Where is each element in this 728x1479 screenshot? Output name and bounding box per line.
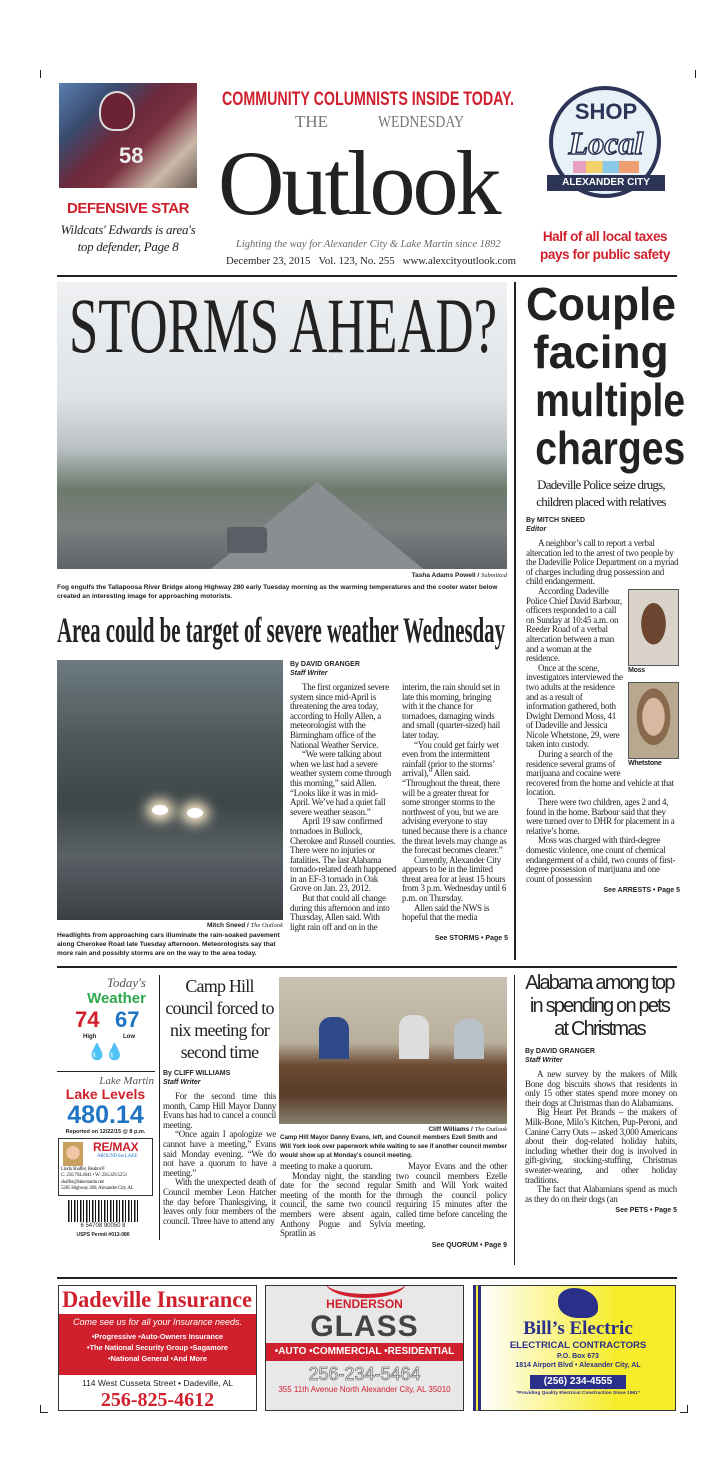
shop-local-logo[interactable] bbox=[545, 86, 667, 206]
camphill-photo-story bbox=[280, 1126, 507, 1249]
storms-ahead-headline: STORMS AHEAD? bbox=[69, 282, 497, 369]
masthead-name: Outlook bbox=[218, 132, 499, 234]
dateline bbox=[226, 255, 523, 268]
paragraph: The first organized severe system since mid-April is threatening the area today, according to Holly Allen, a meteorologist with the Birmingham office of the National Weather Service. bbox=[290, 682, 390, 750]
paragraph: “Once again I apologize we cannot have a meeting,” Evans said Monday evening. “We do not have a quorum to have a meeting.” bbox=[163, 1129, 276, 1178]
defensive-star-text[interactable] bbox=[50, 221, 206, 255]
agent-name: Linda Shaffer, Realtor® bbox=[61, 1166, 105, 1172]
paragraph: Big Heart Pet Brands – the makers of Milk-Bone, Milo’s Kitchen, Pup-Peroni, and Canine Carry Outs -- asked 3,000 Americans about their dog-related holiday habits, including whether their dog is involved in gift-giving, stocking-stuffing, Christmas sweater-wearing, and other holiday traditions. bbox=[525, 1107, 677, 1185]
ad-phone[interactable]: 256-234-5464 bbox=[308, 1364, 421, 1384]
arrests-jump-link[interactable]: See ARRESTS • Page 5 bbox=[603, 887, 680, 895]
ad-pobox: P.O. Box 673 bbox=[557, 1353, 599, 1360]
storms-story bbox=[290, 660, 508, 942]
column-rule bbox=[159, 975, 160, 1240]
lake-sub: Lake Martin bbox=[99, 1075, 154, 1087]
byline-name: By DAVID GRANGER bbox=[290, 661, 360, 668]
remax-ad[interactable] bbox=[58, 1138, 153, 1196]
headline-text: Area could be target of severe weather Wednesday bbox=[57, 610, 506, 650]
bills-electric-ad[interactable] bbox=[473, 1285, 676, 1411]
teaser-text: COMMUNITY COLUMNISTS INSIDE TODAY. bbox=[222, 89, 514, 110]
person bbox=[319, 1017, 349, 1059]
photo-caption: Camp Hill Mayor Danny Evans, left, and Council members Ezell Smith and Will York look over paperwork while waiting to see if another council member would show up at Monday's council meeting. bbox=[280, 1134, 507, 1159]
headlight bbox=[152, 805, 168, 815]
ad-line: •The National Security Group •Sagamore bbox=[87, 1343, 228, 1352]
weather-box[interactable] bbox=[57, 975, 152, 1069]
defensive-star-photo[interactable] bbox=[59, 83, 197, 188]
agent-phone: C: 256.794.4641 • W: 256.329.5253 bbox=[61, 1173, 127, 1178]
divider bbox=[57, 1277, 677, 1279]
council-photo[interactable] bbox=[279, 977, 507, 1124]
paragraph: Currently, Alexander City appears to be in the limited threat area for at least 15 hours from 3 p.m. Wednesday until 6 p.m. on Thursday. bbox=[402, 854, 507, 904]
ad-body bbox=[59, 1314, 256, 1375]
photo-headline bbox=[69, 282, 507, 369]
public-safety-teaser[interactable] bbox=[522, 228, 688, 264]
logo-local: Local bbox=[568, 125, 644, 161]
photo-caption: Headlights from approaching cars illuminate the rain-soaked pavement along Cherokee Road late Tuesday afternoon. Meteorologists say that more rain and possibly storms are on the way to the area today. bbox=[57, 932, 280, 957]
fog-bridge-photo[interactable] bbox=[57, 282, 507, 569]
logo-shop: SHOP bbox=[574, 99, 638, 124]
jersey-number: 58 bbox=[119, 143, 144, 168]
ad-line: •Progressive •Auto-Owners Insurance bbox=[91, 1332, 224, 1341]
lake-title: Lake Levels bbox=[65, 1086, 146, 1102]
tagline-text: Lighting the way for Alexander City & Lake Martin since 1892 bbox=[236, 239, 501, 250]
photo-credit: Tasha Adams Powell / Submitted bbox=[411, 572, 507, 579]
divider bbox=[57, 1071, 155, 1072]
credit-source: The Outlook bbox=[250, 922, 283, 929]
high-label: High bbox=[83, 1034, 97, 1040]
arrests-deck: Dadeville Police seize drugs, children placed with relatives bbox=[536, 477, 666, 509]
byline-role: Staff Writer bbox=[290, 670, 328, 677]
ad-services: •AUTO •COMMERCIAL •RESIDENTIAL bbox=[266, 1343, 463, 1361]
paragraph: “You could get fairly wet even from the intermittent rainfall (prior to the storms’ arrival),” Allen said. “Throughout the threat, there will be a greater threat for some stronger storms to the northwest of you, but we are advising everyone to stay tuned because there is a chance the threat levels may change as the forecast becomes clearer.” bbox=[402, 739, 507, 856]
ad-address: 114 West Cusseta Street • Dadeville, AL bbox=[81, 1378, 234, 1388]
column-rule bbox=[514, 282, 516, 960]
ad-subtitle: ELECTRICAL CONTRACTORS bbox=[509, 1340, 647, 1351]
mugshot-label: Moss bbox=[628, 666, 645, 674]
rain-road-photo[interactable] bbox=[57, 660, 283, 920]
photo-credit: Cliff Williams / The Outlook bbox=[428, 1126, 507, 1133]
high-temp: 74 bbox=[75, 1007, 100, 1032]
barcode-number: 6 54708 90050 8 bbox=[60, 1223, 146, 1230]
camphill-col1 bbox=[163, 1092, 276, 1226]
ad-logo bbox=[558, 1288, 598, 1318]
ad-title: Bill’s Electric bbox=[523, 1318, 633, 1339]
credit-name: Tasha Adams Powell bbox=[411, 572, 476, 579]
byline bbox=[522, 516, 680, 534]
credit-name: Cliff Williams bbox=[428, 1126, 470, 1133]
dadeville-insurance-ad[interactable] bbox=[58, 1285, 257, 1411]
remax-sub: AROUND the LAKE bbox=[97, 1154, 138, 1159]
byline-name: By CLIFF WILLIAMS bbox=[163, 1070, 231, 1077]
byline bbox=[522, 1047, 677, 1065]
teaser-line: Wildcats' Edwards is area's bbox=[60, 222, 196, 237]
masthead-title[interactable] bbox=[218, 132, 499, 234]
byline-name: By MITCH SNEED bbox=[526, 517, 586, 524]
headline-line: charges bbox=[535, 422, 686, 474]
logo-city: ALEXANDER CITY bbox=[547, 175, 665, 191]
arrests-headline[interactable] bbox=[522, 278, 686, 474]
masthead-day-text: WEDNESDAY bbox=[378, 112, 464, 131]
byline bbox=[290, 660, 508, 678]
credit-source: The Outlook bbox=[474, 1126, 507, 1133]
ad-title-top: HENDERSON bbox=[326, 1297, 403, 1311]
mugshots bbox=[628, 589, 680, 769]
agent-photo bbox=[63, 1142, 83, 1166]
lake-reported: Reported on 12/22/15 @ 8 p.m. bbox=[65, 1129, 146, 1135]
divider bbox=[57, 275, 677, 277]
paragraph: meeting to make a quorum. bbox=[280, 1161, 373, 1171]
teaser-line: pays for public safety bbox=[540, 247, 670, 262]
paragraph: A neighbor’s call to report a verbal altercation led to the arrest of two people by the Dadeville Police Department on a myriad of charges including drug possession and child endangerment. bbox=[526, 538, 679, 587]
remax-logo: RE/MAX bbox=[93, 1140, 139, 1154]
paragraph: A new survey by the makers of Milk Bone dog biscuits shows that residents in only 15 other states spend more money on their dogs at Christmas than do Alabamians. bbox=[525, 1069, 677, 1108]
crop-mark bbox=[40, 70, 48, 78]
lake-value: 480.14 bbox=[67, 1101, 144, 1129]
teaser-line: top defender, Page 8 bbox=[77, 239, 179, 254]
camphill-headline[interactable]: Camp Hill council forced to nix meeting for second time bbox=[165, 976, 274, 1062]
ad-address: 355 11th Avenue North Alexander City, AL 35010 bbox=[278, 1385, 451, 1394]
lake-levels-box[interactable] bbox=[57, 1075, 154, 1136]
weather-title: Weather bbox=[87, 990, 146, 1007]
credit-name: Mitch Sneed bbox=[206, 922, 246, 929]
teaser-line: Half of all local taxes bbox=[542, 229, 668, 244]
crop-mark bbox=[40, 1405, 48, 1413]
paragraph: Allen said the NWS is hopeful that the media bbox=[402, 902, 490, 923]
ad-title: GLASS bbox=[310, 1310, 419, 1343]
camphill-story bbox=[163, 975, 276, 1226]
paragraph: The fact that Alabamians spend as much as they do on their dogs (an bbox=[525, 1184, 677, 1204]
agent-address: 5285 Highway 280, Alexander City, AL bbox=[61, 1186, 134, 1191]
byline-role: Editor bbox=[526, 526, 547, 533]
dateline-text bbox=[226, 255, 516, 268]
masthead-day bbox=[378, 112, 484, 131]
paragraph: Mayor Evans and the other two council members Ezelle Smith and Will York waited through the council policy requiring 15 minutes after the called time before canceling the meeting. bbox=[396, 1161, 507, 1229]
ad-slogan: “Providing Quality Electrical Construction Since 1961” bbox=[515, 1391, 641, 1396]
agent-email[interactable]: shaffer@lakemartin.net bbox=[61, 1179, 104, 1185]
issue-date: December 23, 2015 bbox=[226, 255, 311, 267]
arrests-story bbox=[522, 278, 686, 895]
ad-phone[interactable]: (256) 234-4555 bbox=[530, 1375, 626, 1389]
low-temp: 67 bbox=[115, 1007, 140, 1032]
mugshot-moss[interactable] bbox=[628, 589, 679, 666]
crop-mark bbox=[688, 70, 696, 78]
paragraph: Once at the scene, investigators interviewed the two adults at the residence and as a result of information gathered, both Dwight Demond Moss, 41 of Dadeville and Jessica Nicole Whetstone, 29, were taken into custody. bbox=[526, 662, 623, 750]
henderson-glass-ad[interactable] bbox=[265, 1285, 464, 1411]
arrests-body bbox=[522, 539, 680, 884]
pets-story bbox=[522, 972, 677, 1214]
website-link[interactable]: www.alexcityoutlook.com bbox=[402, 255, 516, 267]
byline-name: By DAVID GRANGER bbox=[525, 1048, 595, 1055]
headline-line: facing bbox=[533, 326, 669, 378]
road bbox=[207, 482, 427, 569]
byline-role: Staff Writer bbox=[163, 1079, 201, 1086]
rain-icon: 💧💧 bbox=[87, 1044, 123, 1061]
ad-address: 1814 Airport Blvd • Alexander City, AL bbox=[515, 1362, 641, 1369]
crop-mark bbox=[680, 1405, 688, 1413]
weather-today: Today's bbox=[106, 975, 146, 990]
column-rule bbox=[514, 975, 515, 1265]
byline bbox=[163, 1069, 276, 1087]
paragraph: For the second time this month, Camp Hill Mayor Danny Evans has had to cancel a council meeting. bbox=[163, 1091, 276, 1130]
storms-jump-link[interactable]: See STORMS • Page 5 bbox=[434, 935, 508, 943]
car bbox=[227, 527, 267, 553]
mugshot-whetstone[interactable] bbox=[628, 682, 679, 759]
ad-title: Dadeville Insurance bbox=[62, 1287, 253, 1312]
person bbox=[399, 1015, 429, 1059]
person bbox=[454, 1019, 484, 1059]
credit-source: Submitted bbox=[481, 572, 507, 579]
defensive-star-title[interactable]: DEFENSIVE STAR bbox=[67, 200, 189, 217]
barcode bbox=[68, 1200, 138, 1222]
divider bbox=[57, 966, 677, 968]
ad-tagline: Come see us for all your Insurance needs. bbox=[72, 1317, 243, 1327]
paragraph: “We were talking about when we last had a severe weather system come through this morning,” said Allen. “Looks like it was in mid-April. We’ve had a quiet fall severe weather season.” bbox=[290, 749, 391, 817]
paragraph: With the unexpected death of Council member Leon Hatcher the day before Thanksgiving, it leaves only four members of the council. Three have to attend any bbox=[163, 1177, 276, 1226]
ad-phone[interactable]: 256-825-4612 bbox=[100, 1389, 215, 1411]
helmet bbox=[99, 91, 135, 131]
photo-caption: Fog engulfs the Tallapoosa River Bridge along Highway 280 early Tuesday morning as the warming temperatures and the cooler water below created an interesting image for approaching motorists. bbox=[57, 584, 498, 600]
paragraph: Monday night, the standing date for the second regular meeting of the month for the council, the same two council members were absent again, Anthony Pogue and Sylvia Spratlin as bbox=[280, 1170, 391, 1239]
paragraph: Moss was charged with third-degree domestic violence, one count of chemical endangerment of a child, two counts of first-degree possession of marijuana and one count of possession bbox=[526, 835, 676, 884]
headline-line: multiple bbox=[535, 374, 686, 426]
issue-volume: Vol. 123, No. 255 bbox=[318, 255, 395, 267]
headlight bbox=[187, 808, 203, 818]
pets-body bbox=[522, 1070, 677, 1204]
pets-jump-link[interactable]: See PETS • Page 5 bbox=[615, 1207, 677, 1215]
paragraph: April 19 saw confirmed tornadoes in Bullock, Cherokee and Russell counties. There were no injuries or fatalities. The last Alabama tornado-related death happened in an EF-3 tornado in Oak Grove on Jan. 23, 2012. bbox=[290, 816, 396, 894]
logo-buildings bbox=[573, 161, 639, 173]
pets-headline[interactable]: Alabama among top in spending on pets at Christmas bbox=[525, 972, 674, 1040]
paragraph: According Dadeville Police Chief David Barbour, officers responded to a call on Sunday at 10:45 a.m. on Reeder Road of a verbal altercation between a man and a woman at the residence. bbox=[526, 585, 622, 664]
paragraph: During a search of the residence several grams of marijuana and cocaine were recovered from the home and vehicle at that location. bbox=[526, 749, 674, 798]
paragraph: But that could all change during this afternoon and into Thursday, Allen said. With light rain off and on in the interim, the rain should set in late this morning, bringing with it the chance for tornadoes, damaging winds and small (quarter-sized) hail later today. bbox=[290, 682, 501, 932]
photo-credit: Mitch Sneed / The Outlook bbox=[206, 922, 283, 929]
story-body bbox=[290, 683, 508, 932]
tagline bbox=[236, 238, 501, 251]
masthead-the: THE bbox=[295, 112, 329, 131]
camphill-cols bbox=[280, 1162, 507, 1239]
byline-role: Staff Writer bbox=[525, 1057, 563, 1064]
quorum-jump-link[interactable]: See QUORUM • Page 9 bbox=[431, 1241, 507, 1249]
mugshot-label: Whetstone bbox=[628, 759, 662, 767]
paragraph: There were two children, ages 2 and 4, found in the home. Barbour said that they were turned over to DHR for placement in a relative’s home. bbox=[526, 797, 675, 836]
low-label: Low bbox=[123, 1034, 135, 1040]
usps-permit: USPS Permit #013-080 bbox=[76, 1232, 130, 1238]
ad-line: •National General •And More bbox=[108, 1354, 207, 1363]
headline-line: Couple bbox=[525, 278, 676, 330]
